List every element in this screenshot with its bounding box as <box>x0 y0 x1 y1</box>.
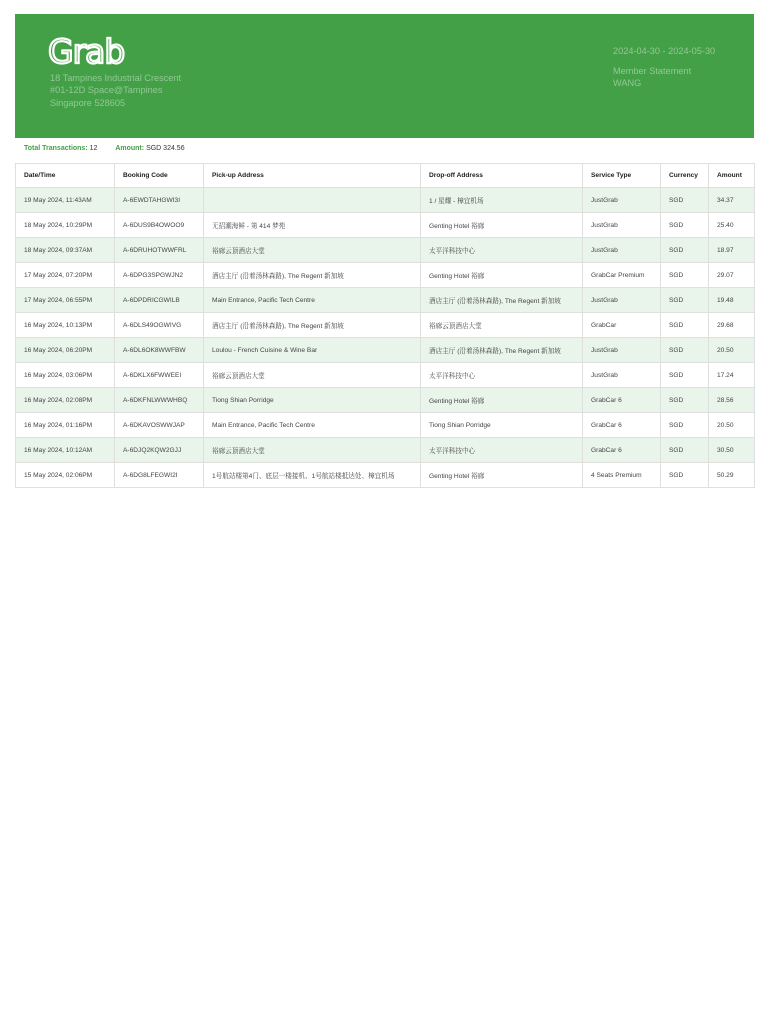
cell-pickup-address <box>204 188 421 213</box>
transaction-summary <box>24 145 185 152</box>
cell-currency: SGD <box>661 413 709 438</box>
cell-service-type: 4 Seats Premium <box>583 463 661 488</box>
cell-amount: 17.24 <box>709 363 755 388</box>
cell-datetime: 16 May 2024, 10:12AM <box>16 438 115 463</box>
cell-pickup-address: Loulou - French Cuisine & Wine Bar <box>204 338 421 363</box>
cell-pickup-address: Main Entrance, Pacific Tech Centre <box>204 413 421 438</box>
cell-pickup-address: Tiong Shian Porridge <box>204 388 421 413</box>
cell-amount: 25.40 <box>709 213 755 238</box>
cell-currency: SGD <box>661 238 709 263</box>
cell-pickup-address: 酒店主厅 (沿着汤林森路), The Regent 新加坡 <box>204 263 421 288</box>
cell-datetime: 15 May 2024, 02:06PM <box>16 463 115 488</box>
cell-datetime: 17 May 2024, 07:20PM <box>16 263 115 288</box>
header-pickup-address: Pick-up Address <box>204 164 421 188</box>
cell-dropoff-address: Genting Hotel 裕廊 <box>421 263 583 288</box>
total-transactions-value: 12 <box>89 145 98 152</box>
cell-service-type: JustGrab <box>583 188 661 213</box>
cell-amount: 30.50 <box>709 438 755 463</box>
table-row <box>16 213 755 238</box>
cell-currency: SGD <box>661 438 709 463</box>
cell-service-type: JustGrab <box>583 288 661 313</box>
cell-dropoff-address: Genting Hotel 裕廊 <box>421 213 583 238</box>
cell-dropoff-address: Genting Hotel 裕廊 <box>421 388 583 413</box>
table-row <box>16 313 755 338</box>
cell-dropoff-address: 太平洋科技中心 <box>421 363 583 388</box>
table-row <box>16 413 755 438</box>
header-amount: Amount <box>709 164 755 188</box>
cell-datetime: 16 May 2024, 03:06PM <box>16 363 115 388</box>
cell-booking-code: A-6DKFNLWWWHBQ <box>115 388 204 413</box>
cell-amount: 20.50 <box>709 338 755 363</box>
cell-pickup-address: Main Entrance, Pacific Tech Centre <box>204 288 421 313</box>
statement-period: 2024-04-30 - 2024-05-30 <box>613 46 716 56</box>
cell-booking-code: A-6EWDTAHGWI3I <box>115 188 204 213</box>
cell-booking-code: A-6DUS9B4OWOO9 <box>115 213 204 238</box>
table-row <box>16 188 755 213</box>
cell-amount: 19.48 <box>709 288 755 313</box>
header-currency: Currency <box>661 164 709 188</box>
cell-currency: SGD <box>661 188 709 213</box>
table-row <box>16 263 755 288</box>
cell-service-type: GrabCar 6 <box>583 438 661 463</box>
grab-logo: Grab <box>48 32 125 71</box>
cell-service-type: JustGrab <box>583 363 661 388</box>
cell-service-type: GrabCar Premium <box>583 263 661 288</box>
table-row <box>16 288 755 313</box>
cell-currency: SGD <box>661 288 709 313</box>
cell-dropoff-address: 1 / 星耀 - 樟宜机场 <box>421 188 583 213</box>
cell-dropoff-address: 酒店主厅 (沿着汤林森路), The Regent 新加坡 <box>421 288 583 313</box>
address-line-1: 18 Tampines Industrial Crescent <box>50 73 182 83</box>
cell-booking-code: A-6DKAVOSWWJAP <box>115 413 204 438</box>
cell-datetime: 16 May 2024, 06:20PM <box>16 338 115 363</box>
header-booking-code: Booking Code <box>115 164 204 188</box>
cell-service-type: GrabCar 6 <box>583 388 661 413</box>
cell-currency: SGD <box>661 263 709 288</box>
cell-booking-code: A-6DG8LFEGWI2I <box>115 463 204 488</box>
cell-booking-code: A-6DL6OK8WWFBW <box>115 338 204 363</box>
statement-info <box>613 45 715 89</box>
cell-dropoff-address: Genting Hotel 裕廊 <box>421 463 583 488</box>
cell-booking-code: A-6DLS49OGWIVG <box>115 313 204 338</box>
cell-dropoff-address: 太平洋科技中心 <box>421 438 583 463</box>
cell-currency: SGD <box>661 463 709 488</box>
cell-dropoff-address: Tiong Shian Porridge <box>421 413 583 438</box>
cell-dropoff-address: 太平洋科技中心 <box>421 238 583 263</box>
cell-amount: 20.50 <box>709 413 755 438</box>
table-row <box>16 463 755 488</box>
cell-service-type: JustGrab <box>583 338 661 363</box>
cell-dropoff-address: 裕廊云顶酒店大堂 <box>421 313 583 338</box>
address-line-2: #01-12D Space@Tampines <box>50 85 163 96</box>
member-name: WANG <box>613 78 642 88</box>
cell-pickup-address: 裕廊云顶酒店大堂 <box>204 238 421 263</box>
cell-currency: SGD <box>661 388 709 413</box>
total-transactions-label: Total Transactions: <box>24 145 88 152</box>
cell-service-type: JustGrab <box>583 213 661 238</box>
cell-dropoff-address: 酒店主厅 (沿着汤林森路), The Regent 新加坡 <box>421 338 583 363</box>
statement-title: Member Statement <box>613 66 692 76</box>
header-datetime: Date/Time <box>16 164 115 188</box>
cell-datetime: 16 May 2024, 02:08PM <box>16 388 115 413</box>
total-amount-value: SGD 324.56 <box>146 145 185 152</box>
cell-currency: SGD <box>661 213 709 238</box>
cell-amount: 34.37 <box>709 188 755 213</box>
cell-datetime: 18 May 2024, 09:37AM <box>16 238 115 263</box>
table-row <box>16 338 755 363</box>
cell-datetime: 16 May 2024, 01:16PM <box>16 413 115 438</box>
table-row <box>16 363 755 388</box>
cell-currency: SGD <box>661 363 709 388</box>
cell-pickup-address: 无招潮海鲜 - 第 414 梦苑 <box>204 213 421 238</box>
table-row <box>16 438 755 463</box>
cell-service-type: JustGrab <box>583 238 661 263</box>
cell-amount: 50.29 <box>709 463 755 488</box>
company-address <box>50 72 181 109</box>
header-dropoff-address: Drop-off Address <box>421 164 583 188</box>
cell-pickup-address: 裕廊云顶酒店大堂 <box>204 438 421 463</box>
cell-amount: 29.68 <box>709 313 755 338</box>
transactions-table <box>15 163 755 488</box>
cell-service-type: GrabCar <box>583 313 661 338</box>
cell-booking-code: A-6DPG3SPGWJN2 <box>115 263 204 288</box>
table-header-row <box>16 164 755 188</box>
cell-datetime: 18 May 2024, 10:29PM <box>16 213 115 238</box>
address-line-3: Singapore 528605 <box>50 97 126 108</box>
cell-amount: 29.07 <box>709 263 755 288</box>
cell-booking-code: A-6DPDRICGWILB <box>115 288 204 313</box>
cell-datetime: 16 May 2024, 10:13PM <box>16 313 115 338</box>
table-row <box>16 238 755 263</box>
cell-pickup-address: 酒店主厅 (沿着汤林森路), The Regent 新加坡 <box>204 313 421 338</box>
table-row <box>16 388 755 413</box>
cell-booking-code: A-6DKLX6FWWEEI <box>115 363 204 388</box>
cell-amount: 18.97 <box>709 238 755 263</box>
cell-datetime: 17 May 2024, 06:55PM <box>16 288 115 313</box>
cell-booking-code: A-6DJQ2KQW2GJJ <box>115 438 204 463</box>
cell-pickup-address: 1号航站楼第4门、底层一楼接机、1号航站楼抵达处、樟宜机场 <box>204 463 421 488</box>
header-service-type: Service Type <box>583 164 661 188</box>
statement-header <box>15 14 754 138</box>
cell-service-type: GrabCar 6 <box>583 413 661 438</box>
cell-booking-code: A-6DRUHOTWWFRL <box>115 238 204 263</box>
total-amount-label: Amount: <box>115 145 145 152</box>
cell-datetime: 19 May 2024, 11:43AM <box>16 188 115 213</box>
cell-pickup-address: 裕廊云顶酒店大堂 <box>204 363 421 388</box>
cell-amount: 28.56 <box>709 388 755 413</box>
cell-currency: SGD <box>661 338 709 363</box>
cell-currency: SGD <box>661 313 709 338</box>
